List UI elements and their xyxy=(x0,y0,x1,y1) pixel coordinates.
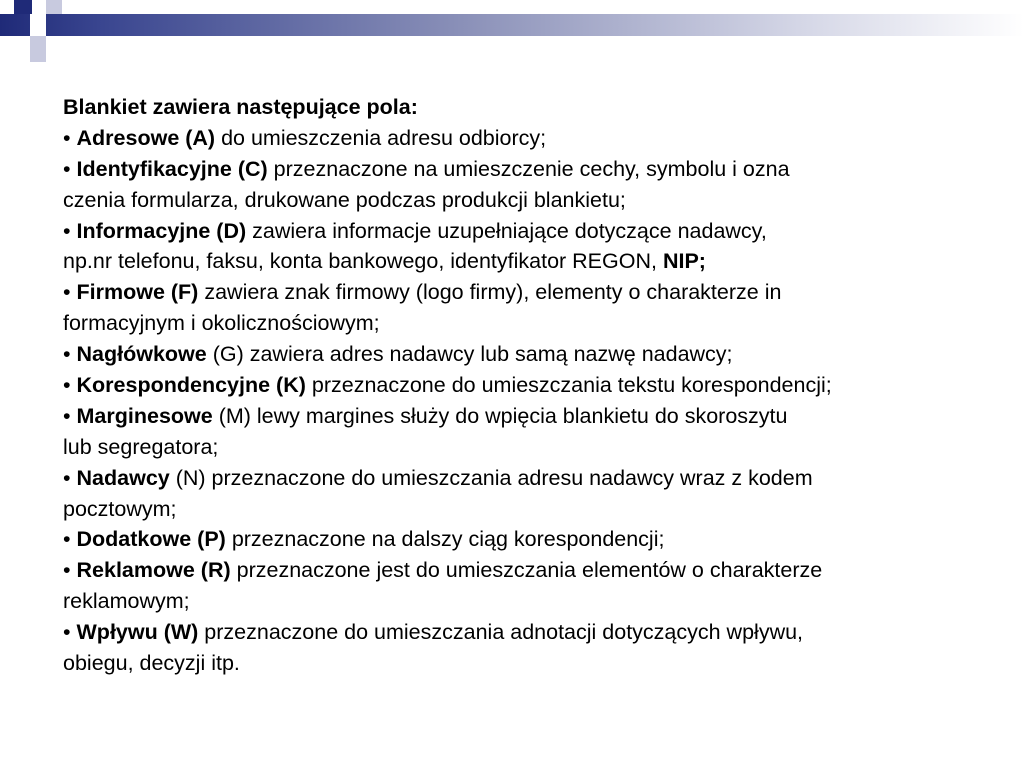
list-item xyxy=(63,401,993,432)
field-description: zawiera informacje uzupełniające dotyczące nadawcy, xyxy=(246,218,767,243)
list-item xyxy=(63,154,993,185)
list-item xyxy=(63,216,993,247)
field-name: Firmowe (F) xyxy=(76,280,199,305)
field-description: czenia formularza, drukowane podczas produkcji blankietu; xyxy=(63,187,626,212)
field-description: zawiera znak firmowy (logo firmy), elementy o charakterze in xyxy=(198,280,782,305)
field-description: (N) przeznaczone do umieszczania adresu nadawcy wraz z kodem xyxy=(169,465,813,490)
deco-square xyxy=(46,0,62,14)
deco-square xyxy=(30,36,46,50)
list-item-continuation xyxy=(63,308,993,339)
list-item xyxy=(63,524,993,555)
field-name: Adresowe (A) xyxy=(76,125,216,150)
list-item xyxy=(63,463,993,494)
bullet: • xyxy=(63,125,77,150)
field-name: Marginesowe xyxy=(76,403,213,428)
field-name: Dodatkowe (P) xyxy=(76,527,226,552)
field-description: np.nr telefonu, faksu, konta bankowego, identyfikator REGON, xyxy=(63,249,663,274)
list-item-continuation xyxy=(63,246,993,277)
list-item xyxy=(63,339,993,370)
bullet: • xyxy=(63,342,77,367)
slide-heading: Blankiet zawiera następujące pola: xyxy=(63,95,418,119)
list-item-continuation xyxy=(63,185,993,216)
list-item xyxy=(63,555,993,586)
list-item xyxy=(63,617,993,648)
bullet: • xyxy=(63,527,77,552)
field-name: Korespondencyjne (K) xyxy=(76,373,306,398)
deco-square xyxy=(46,36,62,50)
field-description: przeznaczone na dalszy ciąg korespondencji; xyxy=(225,527,665,552)
field-description: przeznaczone do umieszczania tekstu korespondencji; xyxy=(305,373,832,398)
deco-square xyxy=(14,36,30,48)
field-name: Nadawcy xyxy=(76,465,170,490)
list-item-continuation xyxy=(63,586,993,617)
field-description: (M) lewy margines służy do wpięcia blankietu do skoroszytu xyxy=(212,403,788,428)
list-item-continuation xyxy=(63,494,993,525)
field-name: Informacyjne (D) xyxy=(76,218,247,243)
list-item xyxy=(63,277,993,308)
bullet: • xyxy=(63,218,77,243)
field-description: przeznaczone na umieszczenie cechy, symbolu i ozna xyxy=(267,156,790,181)
field-description: przeznaczone jest do umieszczania elementów o charakterze xyxy=(230,558,823,583)
field-description: przeznaczone do umieszczania adnotacji dotyczących wpływu, xyxy=(198,620,804,645)
deco-square xyxy=(62,0,78,14)
bullet: • xyxy=(63,373,77,398)
field-description: formacyjnym i okolicznościowym; xyxy=(63,311,380,336)
field-description: (G) zawiera adres nadawcy lub samą nazwę nadawcy; xyxy=(206,342,733,367)
bullet: • xyxy=(63,558,77,583)
deco-square xyxy=(30,14,46,36)
field-description: obiegu, decyzji itp. xyxy=(63,651,240,676)
header-gradient-bar xyxy=(0,14,1024,36)
field-name-tail: NIP; xyxy=(662,249,706,274)
bullet: • xyxy=(63,403,77,428)
bullet: • xyxy=(63,620,77,645)
deco-square xyxy=(14,0,32,14)
bullet: • xyxy=(63,465,77,490)
list-item-continuation xyxy=(63,648,993,679)
field-name: Reklamowe (R) xyxy=(76,558,231,583)
list-item xyxy=(63,123,993,154)
field-name: Identyfikacyjne (C) xyxy=(76,156,268,181)
deco-square xyxy=(30,50,46,62)
field-description: do umieszczenia adresu odbiorcy; xyxy=(215,125,547,150)
field-list xyxy=(63,123,993,679)
field-description: pocztowym; xyxy=(63,496,177,521)
bullet: • xyxy=(63,280,77,305)
field-description: reklamowym; xyxy=(63,589,190,614)
list-item xyxy=(63,370,993,401)
field-description: lub segregatora; xyxy=(63,434,219,459)
list-item-continuation xyxy=(63,432,993,463)
bullet: • xyxy=(63,156,77,181)
slide-content xyxy=(63,92,993,679)
field-name: Nagłówkowe xyxy=(76,342,207,367)
field-name: Wpływu (W) xyxy=(76,620,199,645)
